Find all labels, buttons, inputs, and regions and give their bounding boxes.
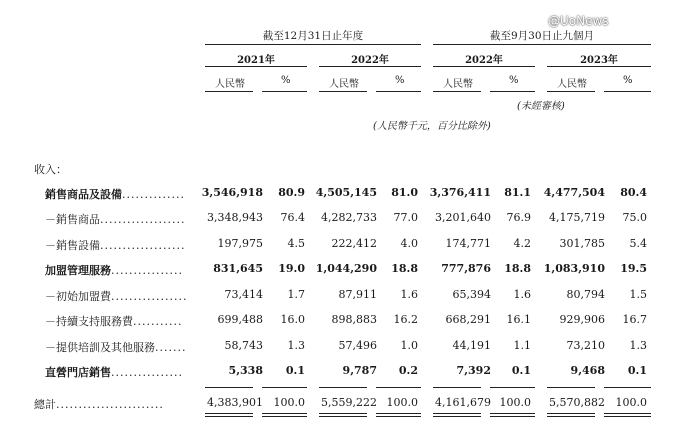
total-value: 100.0 <box>386 396 418 409</box>
unaudited-note: (未經審核) <box>517 101 565 112</box>
cell-value: 929,906 <box>559 313 605 326</box>
cell-value: 301,785 <box>559 237 605 250</box>
cell-value: 19.0 <box>278 262 305 275</box>
total-value: 4,161,679 <box>435 396 491 409</box>
col-rmb-1: 人民幣 <box>215 79 245 90</box>
cell-value: 3,201,640 <box>435 211 491 224</box>
cell-value: 1.0 <box>400 339 418 352</box>
cell-value: 87,911 <box>338 288 377 301</box>
row-label: 加盟管理服務................ <box>45 264 183 277</box>
cell-value: 9,468 <box>570 364 605 377</box>
cell-value: 3,376,411 <box>429 186 491 199</box>
cell-value: 4,282,733 <box>321 211 377 224</box>
col-rmb-2: 人民幣 <box>329 79 359 90</box>
total-value: 100.0 <box>615 396 647 409</box>
total-value: 4,383,901 <box>207 396 263 409</box>
cell-value: 73,210 <box>566 339 605 352</box>
cell-value: 19.5 <box>620 262 647 275</box>
year-header-2022-fy: 2022年 <box>351 55 389 66</box>
row-label: －持續支持服務費........... <box>45 315 183 328</box>
cell-value: 18.8 <box>504 262 531 275</box>
cell-value: 58,743 <box>224 339 263 352</box>
cell-value: 1,044,290 <box>315 262 377 275</box>
year-header-2022-9m: 2022年 <box>465 55 503 66</box>
cell-value: 1.7 <box>287 288 305 301</box>
cell-value: 9,787 <box>342 364 377 377</box>
cell-value: 76.9 <box>506 211 531 224</box>
period-9m-header: 截至9月30日止九個月 <box>489 30 595 42</box>
row-label: －初始加盟費................. <box>45 290 188 303</box>
col-rmb-3: 人民幣 <box>443 79 473 90</box>
cell-value: 4.5 <box>287 237 305 250</box>
cell-value: 0.1 <box>627 364 647 377</box>
cell-value: 16.2 <box>393 313 418 326</box>
col-pct-2: % <box>395 75 405 86</box>
cell-value: 80.9 <box>278 186 305 199</box>
cell-value: 831,645 <box>213 262 263 275</box>
section-label-revenue: 收入： <box>34 163 67 176</box>
cell-value: 65,394 <box>452 288 491 301</box>
cell-value: 81.1 <box>504 186 531 199</box>
cell-value: 75.0 <box>622 211 647 224</box>
cell-value: 44,191 <box>452 339 491 352</box>
cell-value: 4.2 <box>513 237 531 250</box>
cell-value: 5,338 <box>228 364 263 377</box>
total-value: 5,559,222 <box>321 396 377 409</box>
cell-value: 197,975 <box>217 237 263 250</box>
col-pct-3: % <box>509 75 519 86</box>
cell-value: 222,412 <box>331 237 377 250</box>
cell-value: 4,505,145 <box>315 186 377 199</box>
cell-value: 5.4 <box>629 237 647 250</box>
watermark: @UoNews <box>548 14 609 28</box>
cell-value: 174,771 <box>445 237 491 250</box>
cell-value: 80.4 <box>620 186 647 199</box>
col-pct-4: % <box>623 75 633 86</box>
cell-value: 1.6 <box>400 288 418 301</box>
total-value: 5,570,882 <box>549 396 605 409</box>
cell-value: 57,496 <box>338 339 377 352</box>
total-value: 100.0 <box>499 396 531 409</box>
col-rmb-4: 人民幣 <box>557 79 587 90</box>
cell-value: 4,477,504 <box>543 186 605 199</box>
cell-value: 73,414 <box>224 288 263 301</box>
row-label: －銷售商品................... <box>45 213 186 226</box>
cell-value: 898,883 <box>331 313 377 326</box>
unit-note: (人民幣千元，百分比除外) <box>373 121 491 132</box>
cell-value: 16.0 <box>280 313 305 326</box>
col-pct-1: % <box>281 75 291 86</box>
cell-value: 81.0 <box>391 186 418 199</box>
cell-value: 16.7 <box>622 313 647 326</box>
cell-value: 3,546,918 <box>201 186 263 199</box>
row-label: －銷售設備................... <box>45 239 186 252</box>
cell-value: 1.3 <box>287 339 305 352</box>
row-label: －提供培訓及其他服務....... <box>45 341 187 354</box>
cell-value: 16.1 <box>506 313 531 326</box>
row-label: 銷售商品及設備.............. <box>45 188 185 201</box>
period-fy-header: 截至12月31日止年度 <box>262 30 364 42</box>
cell-value: 1.5 <box>629 288 647 301</box>
cell-value: 77.0 <box>393 211 418 224</box>
total-label: 總計........................ <box>34 398 164 411</box>
row-label: 直營門店銷售................ <box>45 366 183 379</box>
total-value: 100.0 <box>273 396 305 409</box>
cell-value: 80,794 <box>566 288 605 301</box>
cell-value: 1.3 <box>629 339 647 352</box>
cell-value: 1.1 <box>513 339 531 352</box>
cell-value: 4,175,719 <box>549 211 605 224</box>
cell-value: 18.8 <box>391 262 418 275</box>
cell-value: 1,083,910 <box>543 262 605 275</box>
cell-value: 699,488 <box>217 313 263 326</box>
cell-value: 0.2 <box>398 364 418 377</box>
cell-value: 3,348,943 <box>207 211 263 224</box>
cell-value: 668,291 <box>445 313 491 326</box>
cell-value: 777,876 <box>441 262 491 275</box>
year-header-2021: 2021年 <box>237 55 275 66</box>
cell-value: 76.4 <box>280 211 305 224</box>
cell-value: 1.6 <box>513 288 531 301</box>
cell-value: 0.1 <box>511 364 531 377</box>
cell-value: 7,392 <box>456 364 491 377</box>
year-header-2023: 2023年 <box>580 55 618 66</box>
cell-value: 0.1 <box>285 364 305 377</box>
cell-value: 4.0 <box>400 237 418 250</box>
